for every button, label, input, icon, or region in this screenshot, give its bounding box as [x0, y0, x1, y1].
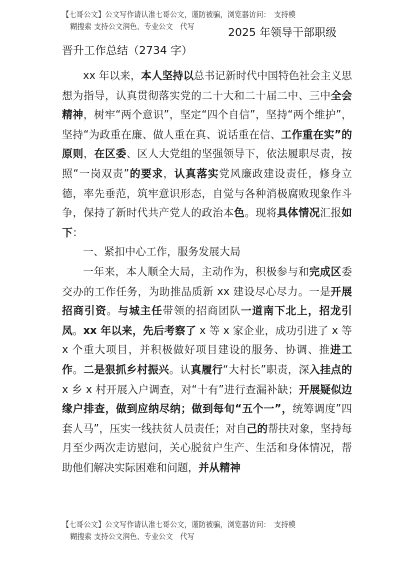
p1-b: 本人坚持以	[141, 70, 194, 82]
p2-m: 先后考察了	[143, 324, 197, 337]
p2-ac: 并从精神	[198, 461, 241, 474]
title-line1-tail: 2025 年领导干部职级	[228, 26, 337, 39]
p1-l: ，	[163, 167, 175, 180]
p1-p: 。现将	[244, 207, 277, 220]
p1-n: 党风廉政建设责任，修身立德，率先垂范，筑牢意识形态，自觉与各种消极腐败现象作斗争，保持了新时代共产党人的政治本	[62, 167, 353, 220]
p1-m: 认真落实	[174, 167, 219, 180]
p2-w: 开展疑似边缘户排查，	[62, 383, 353, 416]
p2-x: 做到应纳尽纳；	[116, 403, 192, 416]
p2-b: 完成区	[309, 265, 342, 278]
p1-j: 、区人大党组的坚强领导下，依法履职尽责，按照“一岗双责”	[62, 148, 352, 180]
p1-e: 全会精神	[62, 89, 352, 122]
paragraph-1	[62, 67, 352, 243]
p1-t: ：	[72, 226, 83, 239]
section-heading-1: 一、紧扣中心工作，服务发展大局	[83, 246, 241, 259]
p2-l: xx 年以来，	[83, 324, 144, 337]
p1-o: 色	[234, 207, 245, 220]
p2-t: “大村长”职责，深	[222, 363, 310, 376]
p2-z: 统筹调度”四套人马”，压实一线扶贫人员责任；对自	[62, 403, 352, 435]
header-watermark-line2: 糊搜索 支持公文润色、专业公文 代写	[70, 22, 195, 31]
p2-y: 做到每旬“五个一”，	[191, 403, 293, 416]
p2-p: 。	[72, 363, 84, 376]
p1-h: ，	[83, 148, 95, 161]
p2-g: 带领的招商团队	[162, 305, 241, 318]
p1-k: 的要求	[129, 167, 164, 180]
p2-e: 。	[106, 305, 118, 318]
p1-q: 具体情况	[277, 207, 320, 220]
p2-r: 。认	[169, 363, 191, 376]
p1-s: 如下	[62, 207, 352, 239]
p2-s: 真履行	[190, 363, 223, 376]
p2-f: 与城主任	[117, 305, 163, 318]
p1-g: 工作重在实”的原则	[62, 128, 352, 161]
header-watermark-line1: 【七哥公文】公文写作请认准七哥公文，谨防被骗，浏览器访问： 支持模	[62, 10, 296, 19]
p2-u: 入挂点的	[309, 363, 353, 376]
p2-a: 一年来，本人顺全大局，主动作为，积极参与和	[83, 265, 310, 278]
p2-ab: 帮扶对象，坚持每月至少两次走访慰问，关心脱贫户生产、生活和身体情况，帮助他们解决实际困难和问题，	[62, 422, 352, 474]
p2-k: 。	[72, 324, 84, 337]
p2-c: 委交办的工作任务，为助推品质新 xx 建设尽心尽力。一是	[62, 265, 352, 298]
p1-a: xx 年以来，	[83, 70, 142, 82]
p1-r: 汇报	[320, 207, 342, 220]
p2-i: 招	[319, 305, 331, 318]
p2-d: 开展招商引资	[62, 285, 352, 318]
p1-d: 思想为指导，认真贯彻落实党的二十大和二十届二中、三中	[62, 70, 353, 102]
p2-o: 进工作	[62, 344, 352, 376]
p2-aa: 己的	[246, 422, 268, 435]
p2-n: x 等 x 家企业，成功引进了 x 等 x 个重大项目，并积极做好项目建设的服务、协调、推	[62, 324, 353, 357]
p2-q: 二是狠抓乡村振兴	[83, 363, 170, 376]
document-body	[62, 67, 352, 478]
p1-i: 在区委	[94, 148, 127, 161]
title-line2: 晋升工作总结（2734 字）	[62, 44, 193, 57]
p2-h: 一道南下北上，	[240, 305, 320, 318]
footer-watermark-line2: 糊搜索 支持公文润色、专业公文 代写	[70, 532, 195, 541]
footer-watermark-line1: 【七哥公文】公文写作请认准七哥公文，谨防被骗，浏览器访问： 支持模	[62, 520, 296, 529]
p1-f: ，树牢“两个意识”，坚定“四个自信”，坚持“两个维护”，坚持“为政重在廉、做人重在真、说话重在信、	[62, 109, 353, 141]
p1-c: 总书记新时代中国特色社会主义	[193, 70, 342, 82]
p2-v: x 乡 x 村开展入户调查，对“十有”进行查漏补缺；	[62, 383, 299, 396]
p2-j: 龙引凤	[62, 305, 353, 337]
paragraph-2	[62, 263, 352, 479]
